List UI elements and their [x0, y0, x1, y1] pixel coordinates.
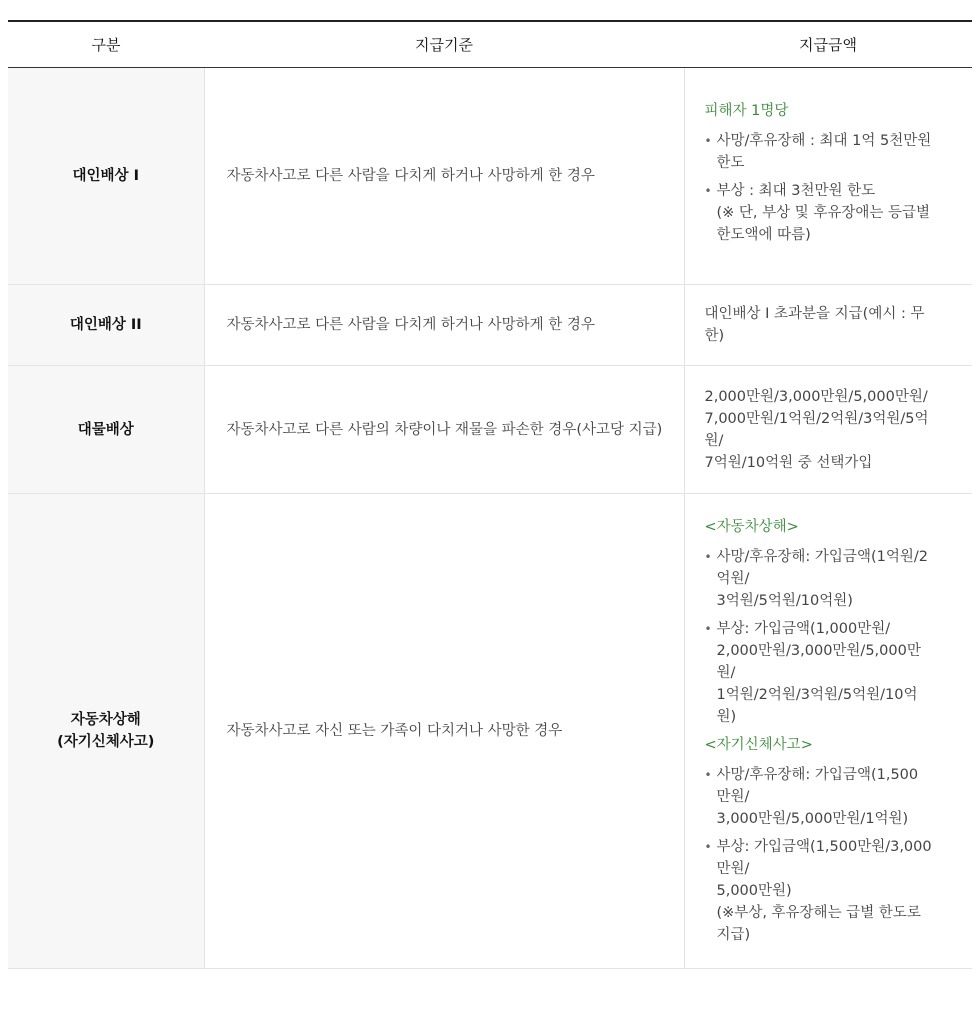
list-item-line: 원) — [716, 709, 737, 725]
list-item-line: (※부상, 후유장해는 급별 한도로 — [716, 905, 921, 921]
list-item-line: 3,000만원/5,000만원/1억원) — [716, 811, 909, 827]
list-item — [705, 764, 963, 830]
list-item-line: 한도 — [716, 155, 745, 171]
table-row — [8, 494, 972, 969]
amount-group-heading: <자기신체사고> — [704, 737, 813, 753]
list-item-line: 한도액에 따름) — [716, 227, 811, 243]
list-item-line: 3억원/5억원/10억원) — [716, 593, 853, 609]
list-item-line: 5,000만원) — [716, 883, 792, 899]
list-item-line: 원/ — [716, 665, 736, 681]
amount-line: 원/ — [704, 432, 724, 449]
amount-line: 2,000만원/3,000만원/5,000만원/ — [704, 388, 928, 405]
amount-line: 7,000만원/1억원/2억원/3억원/5억 — [704, 410, 929, 427]
table-header-row — [8, 21, 972, 68]
coverage-table — [8, 20, 972, 969]
row-criteria: 자동차사고로 다른 사람을 다치게 하거나 사망하게 한 경우 — [204, 285, 684, 366]
category-line: 자동차상해 — [70, 712, 141, 728]
list-item — [705, 130, 963, 174]
row-category: 대물배상 — [8, 366, 204, 494]
amount-line: 7억원/10억원 중 선택가입 — [704, 454, 873, 471]
amount-list — [705, 546, 963, 728]
amount-line: 대인배상 Ⅰ 초과분을 지급(예시 : 무 — [704, 306, 925, 322]
amount-heading: 피해자 1명당 — [704, 103, 789, 119]
table-row — [8, 68, 972, 285]
list-item-line: 억원/ — [716, 571, 750, 587]
row-criteria: 자동차사고로 다른 사람의 차량이나 재물을 파손한 경우(사고당 지급) — [204, 366, 684, 494]
row-category: 대인배상 Ⅰ — [8, 68, 204, 285]
list-item-line: (※ 단, 부상 및 후유장애는 등급별 — [716, 205, 931, 221]
row-amount — [684, 285, 972, 366]
table-row — [8, 285, 972, 366]
row-amount — [684, 68, 972, 285]
list-item-line: • 부상: 가입금액(1,000만원/ — [716, 621, 891, 637]
list-item-line: • 사망/후유장해: 가입금액(1억원/2 — [716, 549, 928, 565]
amount-list — [705, 764, 963, 946]
table-row — [8, 366, 972, 494]
list-item-line: 1억원/2억원/3억원/5억원/10억 — [716, 687, 918, 703]
row-category — [8, 494, 204, 969]
list-item-line: • 부상: 가입금액(1,500만원/3,000 — [716, 839, 932, 855]
header-category: 구분 — [8, 21, 204, 68]
list-item-line: 지급) — [716, 927, 751, 943]
amount-line: 한) — [704, 328, 725, 344]
amount-list — [705, 130, 963, 246]
amount-group-heading: <자동차상해> — [704, 519, 799, 535]
category-line: (자기신체사고) — [57, 734, 155, 750]
list-item — [705, 180, 963, 246]
list-item-line: 2,000만원/3,000만원/5,000만 — [716, 643, 921, 659]
list-item-line: 만원/ — [716, 789, 750, 805]
list-item-line: • 부상 : 최대 3천만원 한도 — [716, 183, 876, 199]
list-item-line: • 사망/후유장해: 가입금액(1,500 — [716, 767, 919, 783]
header-criteria: 지급기준 — [204, 21, 684, 68]
row-criteria: 자동차사고로 다른 사람을 다치게 하거나 사망하게 한 경우 — [204, 68, 684, 285]
list-item — [705, 836, 963, 946]
row-amount — [684, 494, 972, 969]
row-category: 대인배상 II — [8, 285, 204, 366]
list-item — [705, 618, 963, 728]
row-criteria: 자동차사고로 자신 또는 가족이 다치거나 사망한 경우 — [204, 494, 684, 969]
list-item — [705, 546, 963, 612]
list-item-line: • 사망/후유장해 : 최대 1억 5천만원 — [716, 133, 932, 149]
header-amount: 지급금액 — [684, 21, 972, 68]
row-amount — [684, 366, 972, 494]
list-item-line: 만원/ — [716, 861, 750, 877]
coverage-table-wrapper — [8, 0, 980, 969]
